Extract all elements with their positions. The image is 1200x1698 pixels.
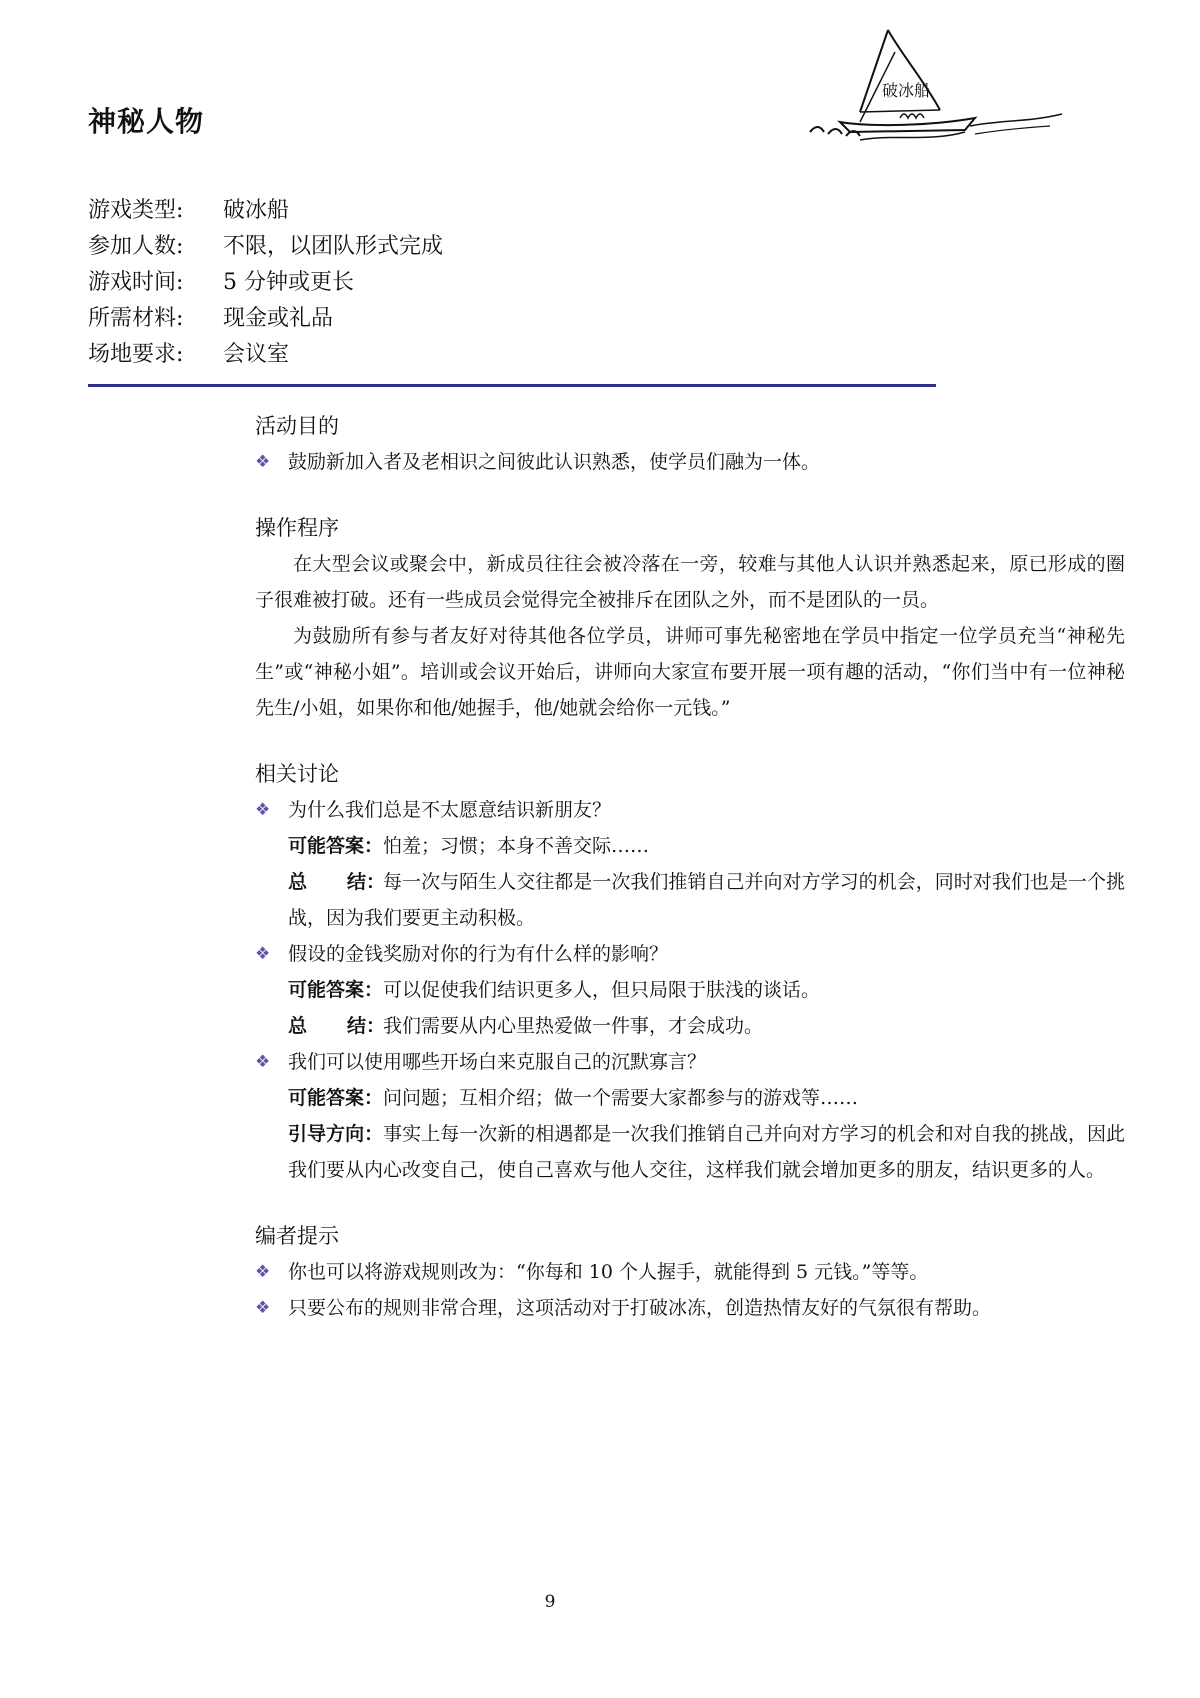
guide-direction: 引导方向：事实上每一次新的相遇都是一次我们推销自己并向对方学习的机会和对自我的挑战，因此我们要从内心改变自己，使自己喜欢与他人交往，这样我们就会增加更多的朋友，结识更多的人。 [288, 1123, 1125, 1181]
diamond-bullet-icon: ❖ [255, 1298, 271, 1318]
section-divider [88, 384, 936, 387]
section-title-procedure: 操作程序 [255, 516, 339, 540]
page-title: 神秘人物 [88, 105, 205, 138]
discussion-question: ❖ 为什么我们总是不太愿意结识新朋友？ [255, 792, 1125, 828]
diamond-bullet-icon: ❖ [255, 800, 271, 820]
discussion-question: ❖ 我们可以使用哪些开场白来克服自己的沉默寡言？ [255, 1044, 1125, 1080]
diamond-bullet-icon: ❖ [255, 944, 271, 964]
summary: 总 结：我们需要从内心里热爱做一件事，才会成功。 [288, 1015, 764, 1037]
diamond-bullet-icon: ❖ [255, 452, 271, 472]
page-number: 9 [544, 1592, 556, 1612]
diamond-bullet-icon: ❖ [255, 1262, 271, 1282]
sailboat-icon [800, 22, 1070, 152]
icebreaker-boat-logo [800, 22, 1070, 152]
paragraph: 为鼓励所有参与者友好对待其他各位学员，讲师可事先秘密地在学员中指定一位学员充当“神秘先生”或“神秘小姐”。培训或会议开始后，讲师向大家宣布要开展一项有趣的活动，“你们当中有一位神秘先生/小姐，如果你和他/她握手，他/她就会给你一元钱。” [255, 625, 1125, 719]
list-item: ❖ 只要公布的规则非常合理，这项活动对于打破冰冻，创造热情友好的气氛很有帮助。 [255, 1290, 1125, 1326]
possible-answer: 可能答案：问问题；互相介绍；做一个需要大家都参与的游戏等…… [288, 1087, 859, 1109]
meta-row-type: 游戏类型: 破冰船 [88, 197, 290, 223]
logo-text: 破冰船 [882, 81, 931, 100]
meta-row-time: 游戏时间: 5 分钟或更长 [88, 269, 354, 295]
meta-row-participants: 参加人数: 不限，以团队形式完成 [88, 233, 444, 259]
section-title-tips: 编者提示 [255, 1224, 339, 1248]
meta-row-materials: 所需材料: 现金或礼品 [88, 305, 334, 331]
discussion-question: ❖ 假设的金钱奖励对你的行为有什么样的影响？ [255, 936, 1125, 972]
possible-answer: 可能答案：怕羞；习惯；本身不善交际…… [288, 835, 650, 857]
diamond-bullet-icon: ❖ [255, 1052, 271, 1072]
section-title-goal: 活动目的 [255, 414, 339, 438]
meta-row-venue: 场地要求: 会议室 [88, 341, 290, 367]
possible-answer: 可能答案：可以促使我们结识更多人，但只局限于肤浅的谈话。 [288, 979, 821, 1001]
section-title-discussion: 相关讨论 [255, 762, 339, 786]
list-item: ❖ 你也可以将游戏规则改为：“你每和 10 个人握手，就能得到 5 元钱。”等等。 [255, 1254, 1125, 1290]
main-content [255, 408, 1125, 1326]
paragraph: 在大型会议或聚会中，新成员往往会被冷落在一旁，较难与其他人认识并熟悉起来，原已形成的圈子很难被打破。还有一些成员会觉得完全被排斥在团队之外，而不是团队的一员。 [255, 553, 1125, 611]
summary: 总 结：每一次与陌生人交往都是一次我们推销自己并向对方学习的机会，同时对我们也是一个挑战，因为我们要更主动积极。 [288, 871, 1125, 929]
game-meta [88, 190, 443, 370]
list-item: ❖ 鼓励新加入者及老相识之间彼此认识熟悉，使学员们融为一体。 [255, 444, 1125, 480]
